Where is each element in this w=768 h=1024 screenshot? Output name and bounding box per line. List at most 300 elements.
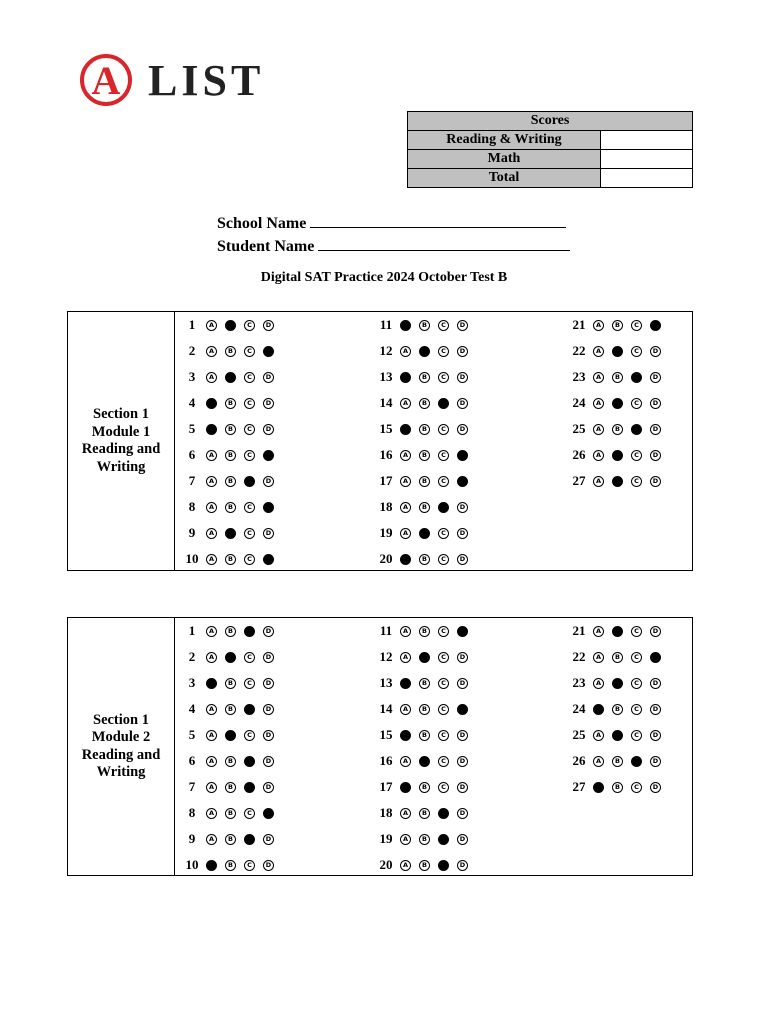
answer-bubble-a[interactable]: A	[593, 704, 604, 715]
answer-bubble-b[interactable]: B	[225, 834, 236, 845]
question-row	[565, 471, 669, 491]
question-number: 7	[188, 473, 196, 488]
question-number: 10	[185, 551, 199, 566]
answer-bubble-d[interactable]: D	[263, 528, 274, 539]
answer-bubble-d[interactable]: D	[650, 756, 661, 767]
answer-bubble-c[interactable]: C	[244, 626, 255, 637]
logo-circle-mark	[80, 54, 132, 106]
answer-bubble-c[interactable]: C	[438, 704, 449, 715]
answer-bubble-b[interactable]: B	[419, 652, 430, 663]
answer-bubbles	[400, 652, 476, 663]
answer-bubbles	[206, 398, 282, 409]
answer-bubble-d[interactable]: D	[263, 476, 274, 487]
answer-bubble-c[interactable]: C	[631, 704, 642, 715]
question-number: 26	[572, 447, 586, 462]
answer-bubble-a[interactable]: A	[400, 782, 411, 793]
answer-bubble-a[interactable]: A	[400, 424, 411, 435]
answer-bubble-d[interactable]: D	[457, 704, 468, 715]
answer-bubble-d[interactable]: D	[457, 346, 468, 357]
answer-bubble-d[interactable]: D	[650, 346, 661, 357]
answer-bubble-c[interactable]: C	[438, 450, 449, 461]
question-number: 8	[188, 499, 196, 514]
question-row	[565, 419, 669, 439]
answer-bubbles	[206, 808, 282, 819]
answer-bubble-b[interactable]: B	[419, 834, 430, 845]
answer-bubble-c[interactable]: C	[631, 626, 642, 637]
answer-bubble-c[interactable]: C	[438, 626, 449, 637]
answer-bubble-c[interactable]: C	[631, 756, 642, 767]
answer-bubble-b[interactable]: B	[612, 782, 623, 793]
answer-bubble-a[interactable]: A	[593, 626, 604, 637]
question-row	[372, 419, 476, 439]
answer-bubble-d[interactable]: D	[457, 424, 468, 435]
answer-bubbles	[206, 782, 282, 793]
answer-bubble-c[interactable]: C	[631, 652, 642, 663]
question-row	[565, 341, 669, 361]
answer-bubble-d[interactable]: D	[263, 626, 274, 637]
answer-bubble-c[interactable]: C	[244, 756, 255, 767]
answer-bubble-c[interactable]: C	[438, 756, 449, 767]
question-row	[178, 855, 282, 875]
answer-bubble-d[interactable]: D	[457, 860, 468, 871]
answer-bubble-c[interactable]: C	[244, 730, 255, 741]
answer-bubble-d[interactable]: D	[263, 678, 274, 689]
answer-bubbles	[206, 626, 282, 637]
question-number: 23	[572, 675, 586, 690]
answer-bubbles	[593, 678, 669, 689]
answer-bubble-d[interactable]: D	[650, 652, 661, 663]
question-number: 2	[188, 649, 196, 664]
answer-bubble-c[interactable]: C	[438, 678, 449, 689]
answer-bubble-a[interactable]: A	[206, 756, 217, 767]
question-row	[372, 523, 476, 543]
answer-bubble-d[interactable]: D	[263, 834, 274, 845]
answer-bubble-a[interactable]: A	[400, 704, 411, 715]
answer-bubbles	[400, 502, 476, 513]
answer-bubble-b[interactable]: B	[612, 424, 623, 435]
answer-bubble-b[interactable]: B	[612, 730, 623, 741]
answer-bubbles	[400, 346, 476, 357]
answer-bubble-b[interactable]: B	[419, 730, 430, 741]
answer-bubbles	[206, 372, 282, 383]
answer-bubble-c[interactable]: C	[244, 860, 255, 871]
answer-bubble-c[interactable]: C	[438, 554, 449, 565]
answer-bubble-a[interactable]: A	[206, 528, 217, 539]
answer-bubble-b[interactable]: B	[225, 398, 236, 409]
answer-bubble-c[interactable]: C	[438, 730, 449, 741]
answer-bubble-c[interactable]: C	[438, 860, 449, 871]
answer-bubble-d[interactable]: D	[263, 554, 274, 565]
question-row	[372, 549, 476, 569]
answer-bubble-d[interactable]: D	[263, 424, 274, 435]
answer-bubble-b[interactable]: B	[419, 808, 430, 819]
score-value-total[interactable]	[601, 169, 693, 188]
answer-bubble-b[interactable]: B	[419, 424, 430, 435]
answer-bubble-c[interactable]: C	[244, 528, 255, 539]
answer-bubble-c[interactable]: C	[244, 652, 255, 663]
answer-bubble-a[interactable]: A	[206, 502, 217, 513]
question-row	[565, 393, 669, 413]
question-number: 25	[572, 727, 586, 742]
answer-bubble-c[interactable]: C	[244, 502, 255, 513]
answer-bubble-c[interactable]: C	[244, 398, 255, 409]
answer-bubbles	[206, 860, 282, 871]
answer-bubble-a[interactable]: A	[400, 730, 411, 741]
answer-bubble-c[interactable]: C	[438, 502, 449, 513]
answer-bubble-b[interactable]: B	[612, 450, 623, 461]
answer-bubble-c[interactable]: C	[244, 424, 255, 435]
answer-bubble-c[interactable]: C	[438, 346, 449, 357]
answer-bubble-d[interactable]: D	[650, 782, 661, 793]
answer-bubble-c[interactable]: C	[438, 528, 449, 539]
answer-bubble-b[interactable]: B	[225, 424, 236, 435]
answer-bubble-b[interactable]: B	[419, 476, 430, 487]
answer-bubble-b[interactable]: B	[225, 678, 236, 689]
question-row	[178, 419, 282, 439]
answer-bubbles	[400, 398, 476, 409]
question-number: 24	[572, 701, 586, 716]
question-row	[565, 315, 669, 335]
answer-bubble-d[interactable]: D	[457, 320, 468, 331]
answer-bubble-b[interactable]: B	[612, 476, 623, 487]
question-number: 27	[572, 779, 586, 794]
answer-bubble-a[interactable]: A	[400, 652, 411, 663]
answer-bubble-b[interactable]: B	[225, 704, 236, 715]
question-number: 10	[185, 857, 199, 872]
question-number: 21	[572, 317, 586, 332]
answer-bubbles	[593, 476, 669, 487]
answer-bubble-d[interactable]: D	[650, 704, 661, 715]
answer-bubble-d[interactable]: D	[457, 450, 468, 461]
answer-bubble-a[interactable]: A	[593, 398, 604, 409]
answer-bubble-b[interactable]: B	[612, 372, 623, 383]
answer-bubble-d[interactable]: D	[457, 528, 468, 539]
answer-bubble-d[interactable]: D	[457, 834, 468, 845]
answer-bubbles	[593, 756, 669, 767]
answer-bubbles	[400, 782, 476, 793]
answer-bubble-d[interactable]: D	[263, 860, 274, 871]
answer-bubble-a[interactable]: A	[400, 528, 411, 539]
answer-bubbles	[400, 756, 476, 767]
answer-bubble-d[interactable]: D	[263, 320, 274, 331]
answer-bubble-b[interactable]: B	[612, 346, 623, 357]
answer-bubble-b[interactable]: B	[225, 860, 236, 871]
answer-bubble-c[interactable]: C	[631, 678, 642, 689]
answer-bubble-d[interactable]: D	[650, 476, 661, 487]
score-value-math[interactable]	[601, 150, 693, 169]
answer-bubble-a[interactable]: A	[400, 450, 411, 461]
answer-bubble-b[interactable]: B	[225, 782, 236, 793]
answer-bubble-d[interactable]: D	[263, 730, 274, 741]
answer-bubble-a[interactable]: A	[206, 372, 217, 383]
answer-bubble-d[interactable]: D	[457, 756, 468, 767]
question-row	[372, 621, 476, 641]
answer-bubble-b[interactable]: B	[612, 626, 623, 637]
answer-bubble-a[interactable]: A	[593, 476, 604, 487]
answer-bubble-c[interactable]: C	[244, 450, 255, 461]
answer-bubble-c[interactable]: C	[244, 678, 255, 689]
test-title: Digital SAT Practice 2024 October Test B	[260, 270, 508, 285]
answer-bubble-a[interactable]: A	[206, 320, 217, 331]
answer-bubble-a[interactable]: A	[400, 476, 411, 487]
answer-bubble-b[interactable]: B	[419, 320, 430, 331]
answer-bubble-a[interactable]: A	[400, 398, 411, 409]
answer-bubble-d[interactable]: D	[650, 678, 661, 689]
answer-bubble-d[interactable]: D	[650, 450, 661, 461]
answer-bubble-c[interactable]: C	[631, 450, 642, 461]
answer-bubble-b[interactable]: B	[419, 554, 430, 565]
answer-bubble-c[interactable]: C	[244, 554, 255, 565]
score-label-total: Total	[408, 169, 601, 188]
answer-bubble-c[interactable]: C	[631, 782, 642, 793]
answer-bubbles	[206, 450, 282, 461]
answer-bubbles	[206, 476, 282, 487]
question-row	[372, 471, 476, 491]
answer-bubble-a[interactable]: A	[206, 678, 217, 689]
answer-bubble-b[interactable]: B	[612, 398, 623, 409]
answer-bubble-c[interactable]: C	[438, 372, 449, 383]
question-row	[178, 803, 282, 823]
answer-bubble-d[interactable]: D	[650, 320, 661, 331]
answer-bubble-c[interactable]: C	[631, 320, 642, 331]
answer-bubble-a[interactable]: A	[400, 860, 411, 871]
answer-bubble-a[interactable]: A	[206, 782, 217, 793]
answer-bubble-b[interactable]: B	[225, 626, 236, 637]
answer-bubble-b[interactable]: B	[612, 704, 623, 715]
answer-bubble-d[interactable]: D	[650, 424, 661, 435]
answer-bubble-d[interactable]: D	[457, 626, 468, 637]
answer-bubble-d[interactable]: D	[263, 346, 274, 357]
answer-bubble-d[interactable]: D	[457, 502, 468, 513]
answer-bubble-a[interactable]: A	[206, 808, 217, 819]
answer-bubble-a[interactable]: A	[593, 756, 604, 767]
question-number: 19	[379, 831, 393, 846]
score-label-math: Math	[408, 150, 601, 169]
answer-bubble-b[interactable]: B	[225, 476, 236, 487]
question-number: 17	[379, 473, 393, 488]
question-row	[178, 523, 282, 543]
answer-bubble-d[interactable]: D	[457, 372, 468, 383]
answer-bubble-d[interactable]: D	[263, 808, 274, 819]
question-row	[178, 471, 282, 491]
answer-bubble-a[interactable]: A	[400, 502, 411, 513]
answer-bubble-d[interactable]: D	[457, 808, 468, 819]
answer-bubble-d[interactable]: D	[263, 652, 274, 663]
answer-bubble-b[interactable]: B	[612, 320, 623, 331]
answer-bubble-b[interactable]: B	[419, 450, 430, 461]
answer-bubble-c[interactable]: C	[244, 808, 255, 819]
answer-bubble-d[interactable]: D	[650, 372, 661, 383]
answer-bubble-a[interactable]: A	[206, 652, 217, 663]
answer-bubble-b[interactable]: B	[419, 704, 430, 715]
answer-bubble-b[interactable]: B	[225, 652, 236, 663]
question-row	[565, 751, 669, 771]
answer-bubble-a[interactable]: A	[400, 346, 411, 357]
answer-bubble-a[interactable]: A	[400, 320, 411, 331]
answer-bubble-c[interactable]: C	[631, 372, 642, 383]
question-number: 20	[379, 551, 393, 566]
question-row	[372, 445, 476, 465]
answer-bubble-a[interactable]: A	[593, 346, 604, 357]
answer-bubble-b[interactable]: B	[419, 528, 430, 539]
answer-bubble-c[interactable]: C	[438, 424, 449, 435]
answer-bubble-c[interactable]: C	[438, 808, 449, 819]
answer-bubble-c[interactable]: C	[438, 782, 449, 793]
answer-bubble-d[interactable]: D	[457, 678, 468, 689]
answer-bubble-d[interactable]: D	[457, 730, 468, 741]
answer-bubble-b[interactable]: B	[225, 502, 236, 513]
answer-bubble-c[interactable]: C	[244, 346, 255, 357]
answer-bubble-a[interactable]: A	[206, 834, 217, 845]
answer-bubble-d[interactable]: D	[650, 398, 661, 409]
answer-bubble-b[interactable]: B	[612, 678, 623, 689]
question-row	[565, 725, 669, 745]
question-number: 2	[188, 343, 196, 358]
question-row	[372, 699, 476, 719]
answer-bubble-d[interactable]: D	[263, 450, 274, 461]
answer-bubble-b[interactable]: B	[419, 346, 430, 357]
answer-bubble-c[interactable]: C	[631, 346, 642, 357]
question-number: 18	[379, 805, 393, 820]
question-row	[178, 777, 282, 797]
answer-bubble-a[interactable]: A	[593, 372, 604, 383]
question-row	[565, 673, 669, 693]
question-number: 1	[188, 317, 196, 332]
answer-bubble-a[interactable]: A	[593, 320, 604, 331]
answer-bubble-a[interactable]: A	[400, 678, 411, 689]
answer-bubble-d[interactable]: D	[263, 704, 274, 715]
school-name-label: School Name	[217, 215, 307, 232]
answer-bubble-a[interactable]: A	[593, 678, 604, 689]
answer-bubble-a[interactable]: A	[206, 346, 217, 357]
question-row	[178, 315, 282, 335]
answer-bubbles	[400, 626, 476, 637]
answer-bubble-b[interactable]: B	[419, 782, 430, 793]
question-row	[372, 341, 476, 361]
question-number: 24	[572, 395, 586, 410]
answer-bubble-a[interactable]: A	[206, 450, 217, 461]
answer-bubble-a[interactable]: A	[400, 834, 411, 845]
answer-bubble-a[interactable]: A	[400, 808, 411, 819]
question-row	[178, 393, 282, 413]
answer-bubble-a[interactable]: A	[400, 756, 411, 767]
answer-bubble-c[interactable]: C	[438, 652, 449, 663]
answer-bubble-d[interactable]: D	[263, 756, 274, 767]
answer-bubble-a[interactable]: A	[593, 782, 604, 793]
answer-bubble-a[interactable]: A	[206, 554, 217, 565]
answer-bubble-c[interactable]: C	[631, 424, 642, 435]
answer-bubble-c[interactable]: C	[438, 320, 449, 331]
answer-bubble-d[interactable]: D	[263, 372, 274, 383]
answer-bubble-b[interactable]: B	[225, 730, 236, 741]
answer-bubble-d[interactable]: D	[650, 730, 661, 741]
answer-bubble-b[interactable]: B	[225, 372, 236, 383]
answer-bubble-d[interactable]: D	[263, 782, 274, 793]
answer-bubble-a[interactable]: A	[593, 652, 604, 663]
answer-bubbles	[593, 424, 669, 435]
question-row	[372, 725, 476, 745]
answer-bubble-c[interactable]: C	[631, 476, 642, 487]
answer-bubble-d[interactable]: D	[457, 652, 468, 663]
answer-bubble-a[interactable]: A	[593, 450, 604, 461]
answer-bubble-c[interactable]: C	[244, 476, 255, 487]
question-number: 6	[188, 447, 196, 462]
answer-bubble-d[interactable]: D	[263, 398, 274, 409]
answer-bubbles	[593, 320, 669, 331]
answer-bubble-a[interactable]: A	[400, 372, 411, 383]
answer-bubble-b[interactable]: B	[225, 756, 236, 767]
answer-bubble-b[interactable]: B	[612, 756, 623, 767]
question-row	[372, 647, 476, 667]
answer-bubbles	[206, 502, 282, 513]
answer-bubble-b[interactable]: B	[419, 372, 430, 383]
answer-bubble-b[interactable]: B	[225, 528, 236, 539]
answer-bubble-c[interactable]: C	[438, 476, 449, 487]
answer-bubble-d[interactable]: D	[650, 626, 661, 637]
answer-bubble-d[interactable]: D	[457, 476, 468, 487]
answer-bubble-c[interactable]: C	[244, 704, 255, 715]
question-row	[178, 341, 282, 361]
answer-bubble-b[interactable]: B	[225, 554, 236, 565]
answer-bubble-a[interactable]: A	[206, 398, 217, 409]
score-value-reading-writing[interactable]	[601, 131, 693, 150]
answer-bubble-c[interactable]: C	[244, 372, 255, 383]
question-number: 5	[188, 727, 196, 742]
answer-bubble-a[interactable]: A	[206, 860, 217, 871]
answer-bubble-c[interactable]: C	[438, 834, 449, 845]
answer-bubble-c[interactable]: C	[438, 398, 449, 409]
answer-bubble-c[interactable]: C	[244, 834, 255, 845]
answer-bubble-a[interactable]: A	[206, 424, 217, 435]
answer-bubble-c[interactable]: C	[244, 782, 255, 793]
answer-bubble-b[interactable]: B	[419, 502, 430, 513]
answer-bubble-a[interactable]: A	[400, 626, 411, 637]
answer-bubble-c[interactable]: C	[631, 398, 642, 409]
answer-bubble-a[interactable]: A	[593, 730, 604, 741]
student-name-field[interactable]	[318, 236, 570, 251]
answer-bubble-d[interactable]: D	[263, 502, 274, 513]
answer-bubble-d[interactable]: D	[457, 554, 468, 565]
answer-bubble-a[interactable]: A	[593, 424, 604, 435]
answer-bubble-a[interactable]: A	[206, 626, 217, 637]
question-row	[178, 445, 282, 465]
answer-bubble-b[interactable]: B	[419, 398, 430, 409]
answer-bubble-b[interactable]: B	[419, 860, 430, 871]
answer-bubble-a[interactable]: A	[206, 704, 217, 715]
answer-bubble-b[interactable]: B	[419, 756, 430, 767]
answer-bubble-c[interactable]: C	[631, 730, 642, 741]
answer-bubble-b[interactable]: B	[612, 652, 623, 663]
answer-bubble-d[interactable]: D	[457, 398, 468, 409]
question-number: 22	[572, 649, 586, 664]
answer-bubble-b[interactable]: B	[419, 626, 430, 637]
answer-bubble-a[interactable]: A	[206, 476, 217, 487]
answer-bubble-c[interactable]: C	[244, 320, 255, 331]
answer-bubble-a[interactable]: A	[206, 730, 217, 741]
question-number: 4	[188, 395, 196, 410]
answer-bubble-b[interactable]: B	[225, 346, 236, 357]
question-number: 21	[572, 623, 586, 638]
logo-text: LIST	[148, 56, 265, 105]
answer-bubble-b[interactable]: B	[225, 808, 236, 819]
school-name-field[interactable]	[310, 213, 566, 228]
answer-bubble-b[interactable]: B	[419, 678, 430, 689]
answer-bubble-b[interactable]: B	[225, 450, 236, 461]
question-row	[565, 647, 669, 667]
answer-bubble-d[interactable]: D	[457, 782, 468, 793]
answer-bubble-b[interactable]: B	[225, 320, 236, 331]
answer-bubble-a[interactable]: A	[400, 554, 411, 565]
